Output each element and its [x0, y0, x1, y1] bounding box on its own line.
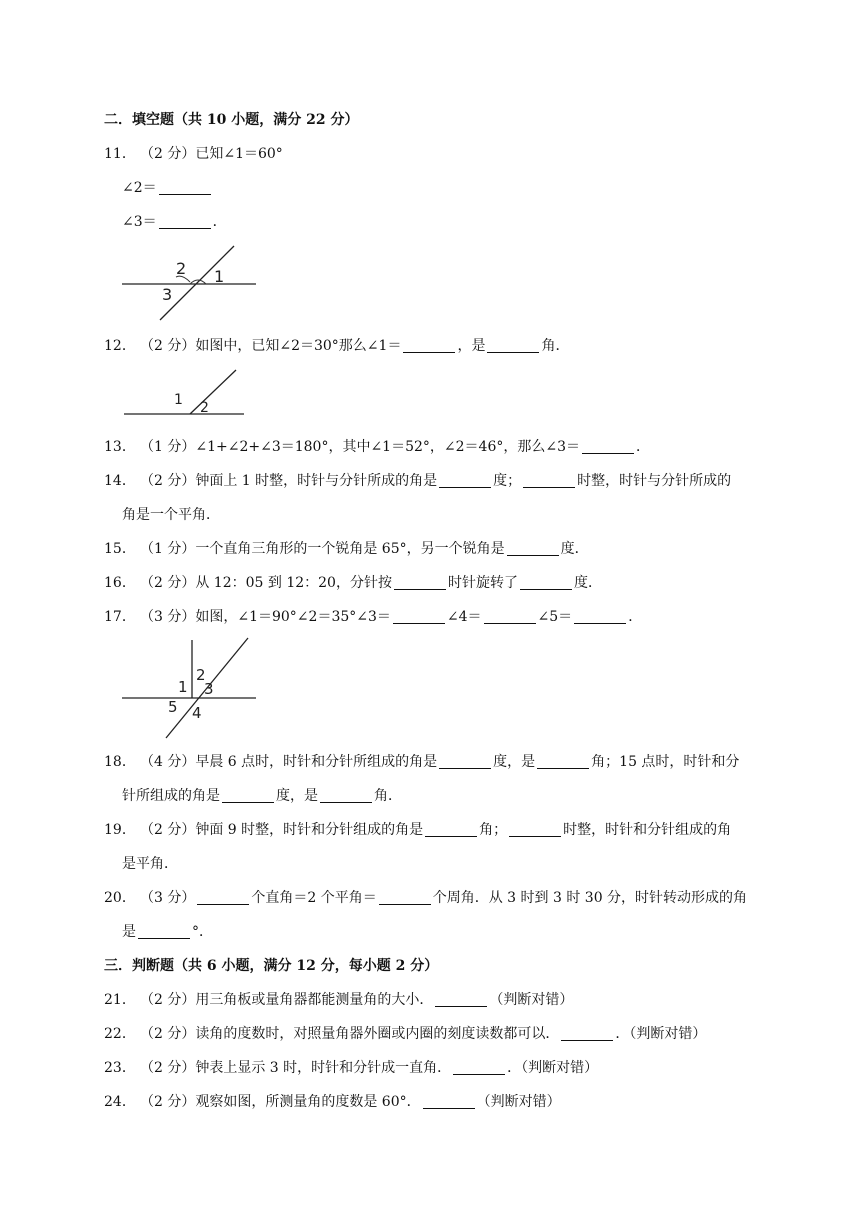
- question-12: [104, 336, 569, 356]
- question-score: （2 分）: [140, 146, 196, 162]
- question-number: 14．: [104, 473, 136, 489]
- angle-2-label: ∠2＝: [122, 180, 157, 196]
- question-number: 21．: [104, 992, 136, 1008]
- question-text: 已知∠1＝60°: [195, 146, 283, 162]
- figure-q17: [120, 636, 260, 742]
- question-score: （2 分）: [140, 992, 196, 1008]
- answer-blank[interactable]: [393, 609, 445, 624]
- answer-blank[interactable]: [453, 1060, 505, 1075]
- answer-blank[interactable]: [423, 1094, 475, 1109]
- question-text: 钟面上 1 时整，时针与分针所成的角是: [195, 473, 438, 489]
- question-text: 度，是: [276, 788, 318, 804]
- answer-blank[interactable]: [435, 992, 487, 1007]
- question-text: 如图，∠1＝90°∠2＝35°∠3＝: [195, 609, 391, 625]
- question-text: ∠1+∠2+∠3＝180°，其中∠1＝52°，∠2＝46°，那么∠3＝: [195, 439, 580, 455]
- answer-blank[interactable]: [484, 609, 536, 624]
- question-number: 18．: [104, 754, 136, 770]
- answer-blank[interactable]: [320, 788, 372, 803]
- question-score: （2 分）: [140, 473, 196, 489]
- figure-q12: [120, 368, 250, 420]
- answer-blank[interactable]: [439, 473, 491, 488]
- question-22: [104, 1024, 706, 1044]
- question-19-line2: 是平角．: [122, 856, 178, 872]
- answer-blank[interactable]: [487, 338, 539, 353]
- question-score: （4 分）: [140, 754, 196, 770]
- answer-blank[interactable]: [379, 890, 431, 905]
- question-text: 角；: [479, 822, 508, 838]
- question-number: 12．: [104, 338, 136, 354]
- question-text: ．（判断对错）: [615, 1026, 707, 1042]
- question-text: 针所组成的角是: [122, 788, 220, 804]
- question-text: 读角的度数时，对照量角器外圈或内圈的刻度读数都可以．: [195, 1026, 560, 1042]
- angle-label-1: 1: [174, 392, 183, 408]
- angle-label-1: 1: [178, 678, 188, 696]
- question-text: 角；15 点时，时针和分: [591, 754, 740, 770]
- question-text: ∠4＝: [446, 609, 482, 625]
- question-text: ．: [628, 609, 643, 625]
- answer-blank[interactable]: [439, 754, 491, 769]
- answer-blank[interactable]: [574, 609, 626, 624]
- question-text: 早晨 6 点时，时针和分针所组成的角是: [195, 754, 438, 770]
- question-24: [104, 1092, 561, 1112]
- answer-blank[interactable]: [394, 575, 446, 590]
- question-score: （3 分）: [140, 890, 196, 906]
- answer-blank[interactable]: [520, 575, 572, 590]
- question-text: 时整，时针和分针组成的角: [563, 822, 732, 838]
- question-18: [104, 752, 739, 772]
- question-number: 23．: [104, 1060, 136, 1076]
- question-text: 度．: [573, 575, 602, 591]
- question-19: [104, 820, 731, 840]
- angle-label-3: 3: [162, 285, 173, 304]
- question-16: [104, 573, 602, 593]
- question-text: 钟表上显示 3 时，时针和分针成一直角．: [195, 1060, 452, 1076]
- question-11-angle3: [122, 212, 227, 232]
- answer-blank[interactable]: [222, 788, 274, 803]
- question-text: 度；: [493, 473, 522, 489]
- question-text: 从 12：05 到 12：20，分针按: [195, 575, 392, 591]
- question-text: 钟面 9 时整，时针和分针组成的角是: [195, 822, 424, 838]
- question-text: 时整，时针与分针所成的: [577, 473, 732, 489]
- question-text: （判断对错）: [476, 1094, 561, 1110]
- answer-blank[interactable]: [159, 214, 211, 229]
- question-text: 度．: [560, 541, 589, 557]
- question-score: （2 分）: [140, 338, 196, 354]
- question-number: 15．: [104, 541, 136, 557]
- question-20-line2: [122, 922, 213, 942]
- angle-label-5: 5: [168, 698, 178, 716]
- question-text: 一个直角三角形的一个锐角是 65°，另一个锐角是: [195, 541, 505, 557]
- question-text: ，是: [457, 338, 486, 354]
- angle-label-1: 1: [214, 267, 225, 286]
- question-text: ．（判断对错）: [507, 1060, 599, 1076]
- question-score: （1 分）: [140, 541, 196, 557]
- question-score: （2 分）: [140, 822, 196, 838]
- question-number: 19．: [104, 822, 136, 838]
- question-text: 观察如图，所测量角的度数是 60°．: [195, 1094, 421, 1110]
- question-text: 个直角＝2 个平角＝: [251, 890, 377, 906]
- question-14-line2: 角是一个平角．: [122, 507, 220, 523]
- angle-label-2: 2: [196, 666, 206, 684]
- question-11-angle2: [122, 178, 213, 198]
- answer-blank[interactable]: [509, 822, 561, 837]
- question-23: [104, 1058, 598, 1078]
- angle-label-2: 2: [200, 400, 209, 416]
- section-3-title: 三．判断题（共 6 小题，满分 12 分，每小题 2 分）: [104, 958, 439, 974]
- angle-label-4: 4: [192, 704, 202, 722]
- question-number: 20．: [104, 890, 136, 906]
- question-text: 是: [122, 924, 136, 940]
- question-text: 如图中，已知∠2＝30°那么∠1＝: [195, 338, 402, 354]
- question-13: [104, 437, 650, 457]
- question-number: 24．: [104, 1094, 136, 1110]
- answer-blank[interactable]: [582, 439, 634, 454]
- question-text: （判断对错）: [489, 992, 574, 1008]
- question-text: ．: [636, 439, 650, 455]
- question-text: ∠5＝: [537, 609, 573, 625]
- question-score: （2 分）: [140, 1060, 196, 1076]
- answer-blank[interactable]: [138, 924, 190, 939]
- question-text: 个周角．从 3 时到 3 时 30 分，时针转动形成的角: [432, 890, 748, 906]
- question-number: 11．: [104, 146, 136, 162]
- question-text: 角．: [541, 338, 570, 354]
- section-2-title: 二．填空题（共 10 小题，满分 22 分）: [104, 112, 359, 128]
- question-14: [104, 471, 731, 491]
- question-text: 角．: [374, 788, 402, 804]
- answer-blank[interactable]: [159, 180, 211, 195]
- question-17: [104, 607, 642, 627]
- answer-blank[interactable]: [403, 338, 455, 353]
- answer-blank[interactable]: [425, 822, 477, 837]
- answer-blank[interactable]: [523, 473, 575, 488]
- question-15: [104, 539, 589, 559]
- question-21: [104, 990, 573, 1010]
- question-score: （3 分）: [140, 609, 196, 625]
- question-text: 度，是: [493, 754, 536, 770]
- question-number: 13．: [104, 439, 136, 455]
- figure-q11: [120, 244, 260, 324]
- question-18-line2: [122, 786, 402, 806]
- question-score: （2 分）: [140, 575, 196, 591]
- question-text: 时针旋转了: [447, 575, 518, 591]
- angle-3-label: ∠3＝: [122, 214, 157, 230]
- angle-label-3: 3: [204, 680, 214, 698]
- question-score: （2 分）: [140, 1026, 196, 1042]
- question-score: （1 分）: [140, 439, 196, 455]
- question-11: [104, 144, 283, 164]
- question-number: 22．: [104, 1026, 136, 1042]
- answer-blank[interactable]: [507, 541, 559, 556]
- question-text: 用三角板或量角器都能测量角的大小．: [195, 992, 434, 1008]
- angle-label-2: 2: [176, 259, 187, 278]
- question-20: [104, 888, 747, 908]
- answer-blank[interactable]: [561, 1026, 613, 1041]
- question-text: °．: [192, 924, 213, 940]
- question-score: （2 分）: [140, 1094, 196, 1110]
- question-number: 16．: [104, 575, 136, 591]
- period: ．: [212, 214, 227, 230]
- answer-blank[interactable]: [537, 754, 589, 769]
- answer-blank[interactable]: [197, 890, 249, 905]
- question-number: 17．: [104, 609, 136, 625]
